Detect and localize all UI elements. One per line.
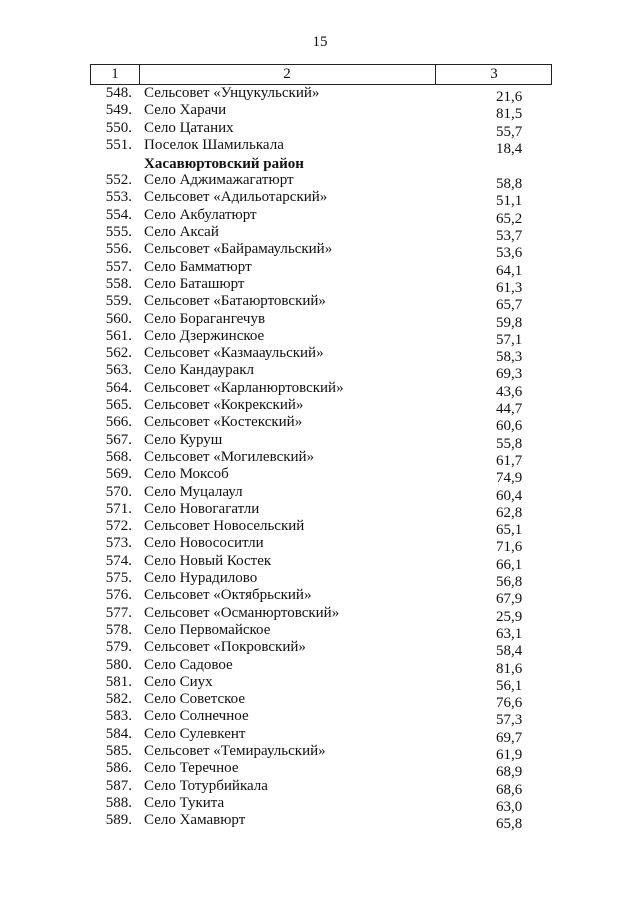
row-number: 550. <box>105 119 132 136</box>
row-number: 565. <box>105 397 132 414</box>
row-value: 67,9 <box>496 591 523 608</box>
row-value: 69,3 <box>496 366 523 383</box>
row-value: 81,6 <box>496 660 523 677</box>
table-row <box>90 604 552 625</box>
row-value: 65,7 <box>496 297 523 314</box>
row-name: Село Харачи <box>144 102 227 119</box>
row-number: 566. <box>105 414 132 431</box>
row-value: 61,3 <box>496 279 523 296</box>
row-name: Сельсовет «Карланюртовский» <box>144 379 344 396</box>
table-row <box>90 327 552 348</box>
table-row <box>90 345 552 366</box>
table-row <box>90 760 552 781</box>
row-value: 58,3 <box>496 349 523 366</box>
row-name: Село Акбулатюрт <box>144 206 257 223</box>
header-col-1: 1 <box>111 66 119 82</box>
row-value: 25,9 <box>496 608 523 625</box>
row-number: 589. <box>105 812 132 829</box>
row-name: Сельсовет Новосельский <box>144 518 305 535</box>
row-number: 574. <box>105 552 132 569</box>
row-name: Село Сулевкент <box>144 725 246 742</box>
row-number: 548. <box>105 85 132 101</box>
row-value: 44,7 <box>496 401 523 418</box>
header-col-2: 2 <box>283 66 291 82</box>
row-value: 55,8 <box>496 435 523 452</box>
row-number: 573. <box>105 535 132 552</box>
row-value: 65,8 <box>496 816 523 833</box>
table-row <box>90 431 552 452</box>
row-value: 55,7 <box>496 123 523 140</box>
table-row <box>90 241 552 262</box>
row-name: Село Первомайское <box>144 621 271 638</box>
row-name: Село Баташюрт <box>144 275 245 292</box>
table-row <box>90 742 552 763</box>
table-row <box>90 448 552 469</box>
table-row <box>90 794 552 815</box>
row-number: 560. <box>105 310 132 327</box>
table-row <box>90 136 552 157</box>
row-name: Сельсовет «Казмааульский» <box>144 345 324 362</box>
row-name: Сельсовет «Унцукульский» <box>144 85 320 101</box>
row-number: 571. <box>105 500 132 517</box>
row-value: 62,8 <box>496 504 523 521</box>
row-value: 43,6 <box>496 383 523 400</box>
section-row <box>90 154 552 172</box>
row-number: 567. <box>105 431 132 448</box>
row-name: Село Аксай <box>144 224 219 241</box>
row-value: 81,5 <box>496 106 523 123</box>
row-name: Село Садовое <box>144 656 233 673</box>
row-value: 65,2 <box>496 210 523 227</box>
table-row <box>90 639 552 660</box>
row-value: 68,6 <box>496 781 523 798</box>
row-value: 60,6 <box>496 418 523 435</box>
table-row <box>90 725 552 746</box>
row-value: 53,7 <box>496 228 523 245</box>
row-value: 18,4 <box>496 140 523 157</box>
row-name: Село Советское <box>144 691 246 708</box>
row-value: 56,1 <box>496 677 523 694</box>
table-row <box>90 119 552 140</box>
row-name: Сельсовет «Покровский» <box>144 639 306 656</box>
row-value: 21,6 <box>496 89 523 105</box>
table-row <box>90 397 552 418</box>
row-value: 59,8 <box>496 314 523 331</box>
row-number: 554. <box>105 206 132 223</box>
row-value: 58,4 <box>496 643 523 660</box>
row-value: 66,1 <box>496 556 523 573</box>
table-row <box>90 189 552 210</box>
row-number: 586. <box>105 760 132 777</box>
rows-before <box>90 85 552 157</box>
row-name: Село Куруш <box>144 431 223 448</box>
table-row <box>90 673 552 694</box>
row-name: Село Моксоб <box>144 466 229 483</box>
row-value: 53,6 <box>496 245 523 262</box>
table-row <box>90 275 552 296</box>
row-name: Сельсовет «Байрамаульский» <box>144 241 333 258</box>
row-value: 76,6 <box>496 695 523 712</box>
row-name: Село Сиух <box>144 673 213 690</box>
table-row <box>90 293 552 314</box>
row-name: Сельсовет «Батаюртовский» <box>144 293 326 310</box>
row-name: Село Тукита <box>144 794 225 811</box>
row-number: 552. <box>105 172 132 189</box>
table-row <box>90 518 552 539</box>
row-number: 582. <box>105 691 132 708</box>
row-number: 553. <box>105 189 132 206</box>
header-col-3: 3 <box>490 66 498 82</box>
row-name: Село Кандауракл <box>144 362 255 379</box>
row-value: 57,3 <box>496 712 523 729</box>
row-number: 562. <box>105 345 132 362</box>
row-number: 563. <box>105 362 132 379</box>
row-number: 557. <box>105 258 132 275</box>
row-value: 57,1 <box>496 331 523 348</box>
row-name: Село Тотурбийкала <box>144 777 268 794</box>
table-row <box>90 777 552 798</box>
table-row <box>90 466 552 487</box>
row-name: Село Цатаних <box>144 119 234 136</box>
row-name: Сельсовет «Октябрьский» <box>144 587 312 604</box>
row-number: 559. <box>105 293 132 310</box>
table-row <box>90 500 552 521</box>
row-number: 558. <box>105 275 132 292</box>
row-number: 578. <box>105 621 132 638</box>
table-row <box>90 258 552 279</box>
row-value: 68,9 <box>496 764 523 781</box>
row-name: Поселок Шамилькала <box>144 136 284 153</box>
row-value: 63,1 <box>496 625 523 642</box>
table-row <box>90 708 552 729</box>
row-value: 61,9 <box>496 746 523 763</box>
row-number: 555. <box>105 224 132 241</box>
section-title: Хасавюртовский район <box>144 156 304 173</box>
row-value: 61,7 <box>496 452 523 469</box>
row-number: 580. <box>105 656 132 673</box>
row-name: Село Солнечное <box>144 708 249 725</box>
row-value: 63,0 <box>496 798 523 815</box>
table-row <box>90 483 552 504</box>
row-value: 56,8 <box>496 574 523 591</box>
row-value: 58,8 <box>496 176 523 193</box>
row-number: 569. <box>105 466 132 483</box>
table-row <box>90 379 552 400</box>
row-number: 551. <box>105 136 132 153</box>
row-value: 69,7 <box>496 729 523 746</box>
row-number: 577. <box>105 604 132 621</box>
table-row <box>90 656 552 677</box>
rows-after <box>90 172 552 833</box>
row-number: 556. <box>105 241 132 258</box>
table-row <box>90 362 552 383</box>
table-row <box>90 691 552 712</box>
row-name: Село Бамматюрт <box>144 258 252 275</box>
table-row <box>90 172 552 193</box>
settlements-table <box>90 64 552 833</box>
table-row <box>90 587 552 608</box>
row-name: Сельсовет «Могилевский» <box>144 448 315 465</box>
row-number: 583. <box>105 708 132 725</box>
row-number: 570. <box>105 483 132 500</box>
row-number: 576. <box>105 587 132 604</box>
row-name: Сельсовет «Османюртовский» <box>144 604 340 621</box>
table-row <box>90 552 552 573</box>
page-number: 15 <box>312 34 328 50</box>
row-number: 581. <box>105 673 132 690</box>
row-name: Село Новососитли <box>144 535 264 552</box>
row-name: Село Борагангечув <box>144 310 266 327</box>
row-number: 584. <box>105 725 132 742</box>
row-value: 64,1 <box>496 262 523 279</box>
table-row <box>90 102 552 123</box>
row-value: 65,1 <box>496 522 523 539</box>
table-row <box>90 224 552 245</box>
row-number: 564. <box>105 379 132 396</box>
row-name: Сельсовет «Кокрекский» <box>144 397 304 414</box>
row-number: 575. <box>105 570 132 587</box>
table-row <box>90 414 552 435</box>
table-row <box>90 535 552 556</box>
row-name: Село Новый Костек <box>144 552 272 569</box>
row-name: Сельсовет «Темираульский» <box>144 742 326 759</box>
row-number: 572. <box>105 518 132 535</box>
row-value: 51,1 <box>496 193 523 210</box>
row-number: 561. <box>105 327 132 344</box>
row-name: Сельсовет «Адильотарский» <box>144 189 328 206</box>
table-row <box>90 570 552 591</box>
table-row <box>90 310 552 331</box>
row-name: Сельсовет «Костекский» <box>144 414 303 431</box>
row-name: Село Нурадилово <box>144 570 258 587</box>
row-name: Село Хамавюрт <box>144 812 246 829</box>
row-value: 71,6 <box>496 539 523 556</box>
row-number: 549. <box>105 102 132 119</box>
row-value: 74,9 <box>496 470 523 487</box>
table-header <box>90 64 552 85</box>
row-name: Село Новогагатли <box>144 500 260 517</box>
table-row <box>90 621 552 642</box>
row-number: 579. <box>105 639 132 656</box>
table-row <box>90 85 552 105</box>
row-name: Село Теречное <box>144 760 239 777</box>
row-number: 587. <box>105 777 132 794</box>
row-number: 585. <box>105 742 132 759</box>
table-row <box>90 812 552 833</box>
row-name: Село Дзержинское <box>144 327 265 344</box>
row-value: 60,4 <box>496 487 523 504</box>
row-number: 568. <box>105 448 132 465</box>
table-row <box>90 206 552 227</box>
row-name: Село Муцалаул <box>144 483 243 500</box>
row-number: 588. <box>105 794 132 811</box>
row-name: Село Аджимажагатюрт <box>144 172 294 189</box>
